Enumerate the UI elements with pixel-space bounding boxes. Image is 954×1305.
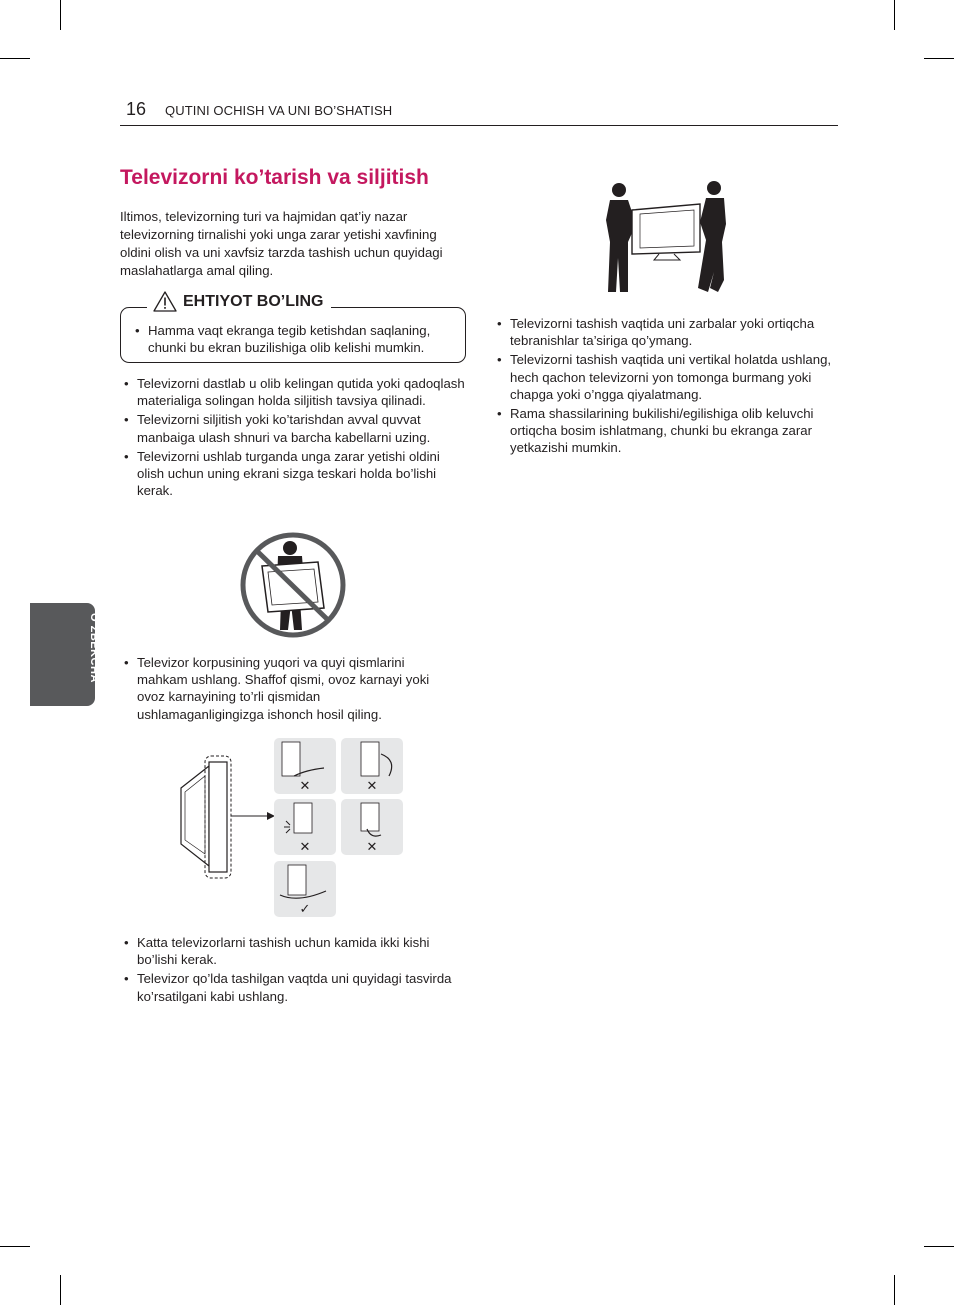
list-item: • Televizor qo’lda tashilgan vaqtda uni quyidagi tasvirda ko’rsatilgani kabi ushlang. [120,970,460,1004]
caution-heading [147,291,331,312]
list-item: • Katta televizorlarni tashish uchun kamida ikki kishi bo’lishi kerak. [120,934,460,968]
bullet-list-4 [493,315,838,459]
mark-cross-icon: ✕ [299,779,311,794]
caution-list [131,322,461,358]
intro-paragraph: Iltimos, televizorning turi va hajmidan qat’iy nazar televizorning tirnalishi yoki unga zarar yetishi xavfining oldini olish va uni xavfsiz tarzda tashish uchun quyidagi maslahatlarga amal qiling. [120,209,443,278]
warning-icon [153,291,177,312]
caution-item: • Hamma vaqt ekranga tegib ketishdan saqlaning, chunki bu ekran buzilishiga olib kelishi mumkin. [131,322,461,356]
list-item: • Televizorni tashish vaqtida uni zarbalar yoki ortiqcha tebranishlar ta’siriga qo’ymang. [493,315,838,349]
page-number: 16 [126,99,147,119]
no-carry-screen-facing-illustration [238,532,348,640]
grip-panel-correct [274,861,336,917]
list-item: • Televizorni siljitish yoki ko’tarishdan avval quvvat manbaiga ulash shnuri va barcha kabellarni uzing. [120,411,470,445]
crop-mark [894,1275,895,1305]
grip-panel-wrong [274,799,336,855]
list-item: • Televizorni ushlab turganda unga zarar yetishi oldini olish uchun uning ekrani sizga teskari holda bo’lishi kerak. [120,448,470,500]
section-title: QUTINI OCHISH VA UNI BO’SHATISH [165,103,393,118]
tv-side-view [175,754,275,879]
crop-mark [894,0,895,30]
crop-mark [924,1246,954,1247]
crop-mark [60,1275,61,1305]
header-rule [120,125,838,126]
crop-mark [924,58,954,59]
grip-panel-wrong [341,799,403,855]
list-item: • Rama shassilarining bukilishi/egilishiga olib keluvchi ortiqcha bosim ishlatmang, chunki bu ekranga zarar yetkazishi mumkin. [493,405,838,457]
caution-label: EHTIYOT BO’LING [183,292,324,310]
mark-cross-icon: ✕ [366,840,378,855]
mark-cross-icon: ✕ [366,779,378,794]
list-item: • Televizorni dastlab u olib kelingan qutida yoki qadoqlash materialiga solingan holda siljitish tavsiya qilinadi. [120,375,470,409]
bullet-list-3 [120,934,460,1007]
list-item: • Televizorni tashish vaqtida uni vertikal holatda ushlang, hech qachon televizorni yon tomonga burmang yoki chapga yoki o’ngga qiyalatmang. [493,351,838,403]
language-side-tab [30,603,100,706]
crop-mark [0,58,30,59]
mark-check-icon: ✓ [299,902,311,917]
two-person-carry-illustration [604,180,730,296]
bullet-list-1 [120,375,470,501]
page-title: Televizorni ko’tarish va siljitish [120,166,429,189]
grip-panel-wrong [274,738,336,794]
language-label: O’ZBEKCHA [88,613,100,683]
grip-panel-wrong [341,738,403,794]
crop-mark [0,1246,30,1247]
bullet-list-2 [120,654,450,725]
list-item: • Televizor korpusining yuqori va quyi qismlarini mahkam ushlang. Shaffof qismi, ovoz karnayi yoki ovoz karnayining to’rli qismidan ushlamaganligingizga ishonch hosil qiling. [120,654,450,723]
mark-cross-icon: ✕ [299,840,311,855]
tv-grip-illustration [175,736,410,921]
crop-mark [60,0,61,30]
caution-box [120,292,466,363]
